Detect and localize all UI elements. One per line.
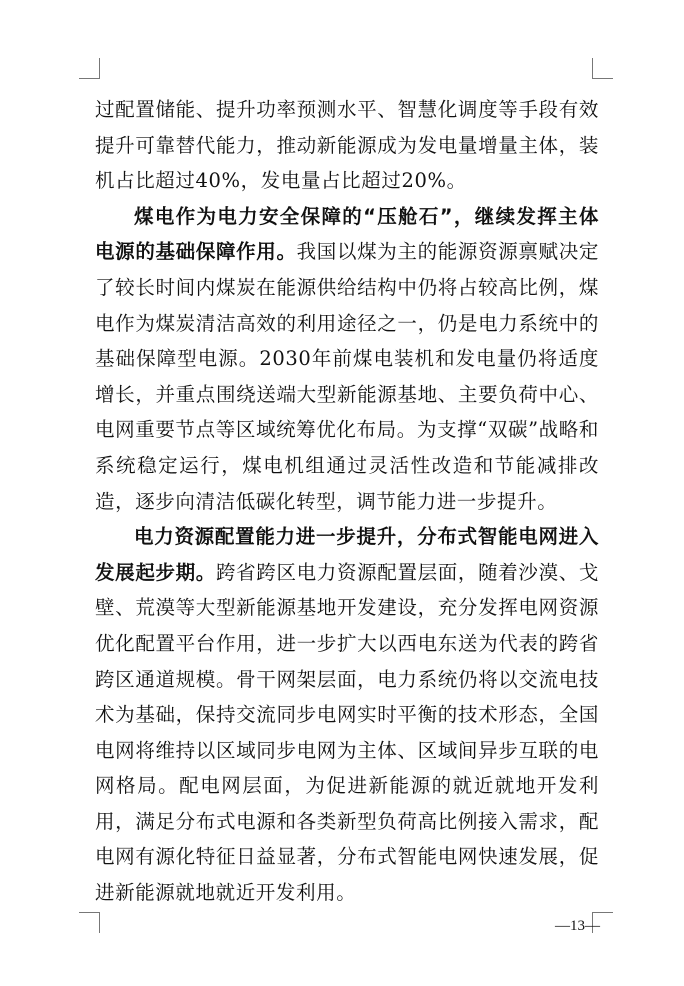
crop-mark-bottom-left — [79, 912, 100, 933]
paragraph-lead: 煤电作为电力安全保障的“压舱石”，继续发挥主体电源的基础保障作用。 — [95, 204, 599, 264]
body-text — [95, 92, 599, 911]
crop-mark-top-left — [79, 58, 100, 79]
paragraph-grid-allocation — [95, 519, 599, 911]
paragraph-continuation — [95, 92, 599, 199]
page-number: —13— — [555, 918, 600, 934]
paragraph-lead: 电力资源配置能力进一步提升，分布式智能电网进入发展起步期。 — [95, 525, 599, 584]
paragraph-body: 我国以煤为主的能源资源禀赋决定了较长时间内煤炭在能源供给结构中仍将占较高比例，煤电作为煤炭清洁高效的利用途径之一，仍是电力系统中的基础保障型电源。2030年前煤电装机和发电量仍将适度增长，并重点围绕送端大型新能源基地、主要负荷中心、电网重要节点等区域统筹优化布局。为支撑“双碳”战略和系统稳定运行，煤电机组通过灵活性改造和节能减排改造，逐步向清洁低碳化转型，调节能力进一步提升。 — [95, 240, 599, 513]
paragraph-body: 过配置储能、提升功率预测水平、智慧化调度等手段有效提升可靠替代能力，推动新能源成为发电量增量主体，装机占比超过40%，发电量占比超过20%。 — [95, 98, 599, 193]
crop-mark-top-right — [592, 58, 613, 79]
paragraph-body: 跨省跨区电力资源配置层面，随着沙漠、戈壁、荒漠等大型新能源基地开发建设，充分发挥电网资源优化配置平台作用，进一步扩大以西电东送为代表的跨省跨区通道规模。骨干网架层面，电力系统仍将以交流电技术为基础，保持交流同步电网实时平衡的技术形态，全国电网将维持以区域同步电网为主体、区域间异步互联的电网格局。配电网层面，为促进新能源的就近就地开发利用，满足分布式电源和各类新型负荷高比例接入需求，配电网有源化特征日益显著，分布式智能电网快速发展，促进新能源就地就近开发利用。 — [95, 560, 599, 905]
paragraph-coal-power — [95, 199, 599, 519]
